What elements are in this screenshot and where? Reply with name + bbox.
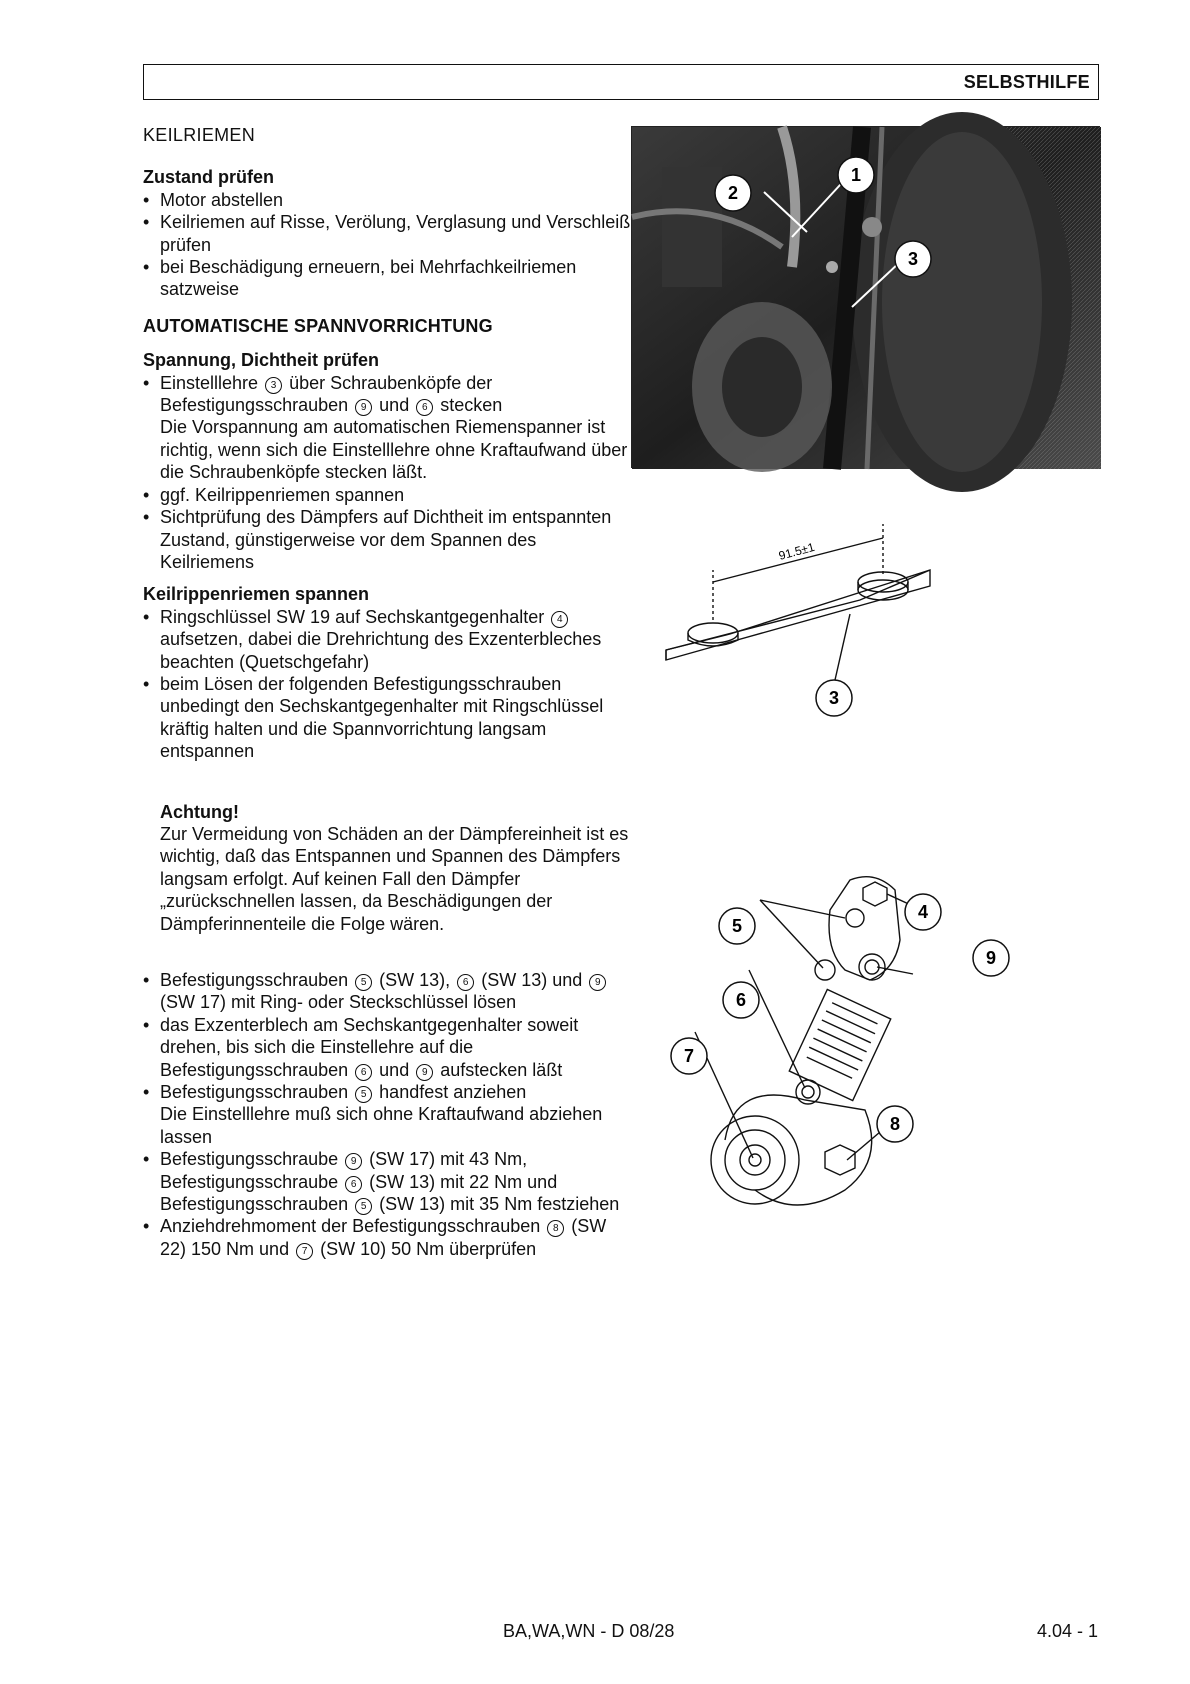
list-item: • Befestigungsschrauben 5 (SW 13), 6 (SW 13) und 9 (SW 17) mit Ring- oder Steckschlüssel lösen — [143, 969, 633, 1014]
keilriemen-heading: KEILRIEMEN — [143, 125, 256, 145]
tensioner-drawing — [683, 870, 1025, 1210]
list-item-continuation: Die Vorspannung am automatischen Riemenspanner ist richtig, wenn sich die Einstelllehre ohne Kraftaufwand über die Schraubenköpfe stecken läßt. — [160, 417, 628, 483]
instructions-column — [143, 124, 633, 1260]
svg-text:2: 2 — [727, 183, 739, 203]
list-item: • ggf. Keilrippenriemen spannen — [143, 484, 633, 506]
ref-number: 8 — [547, 1220, 564, 1237]
engine-belt-photo — [631, 126, 1100, 468]
photo-callout-2 — [715, 175, 751, 211]
list-item: • das Exzenterblech am Sechskantgegenhalter soweit drehen, bis sich die Einstellehre auf die Befestigungsschrauben 6 und 9 aufstecken läßt — [143, 1014, 633, 1081]
list-item: • Einstelllehre 3 über Schraubenköpfe der Befestigungsschrauben 9 und 6 stecken Die Vorspannung am automatischen Riemenspanner ist richtig, wenn sich die Einstelllehre ohne Kraftaufwand über die Schraubenköpfe stecken läßt. — [143, 372, 633, 484]
ref-number: 6 — [457, 974, 474, 991]
ref-number: 6 — [355, 1064, 372, 1081]
ref-number: 5 — [355, 1086, 372, 1103]
steps-list — [143, 969, 633, 1260]
svg-text:8: 8 — [889, 1114, 901, 1134]
svg-text:3: 3 — [828, 688, 840, 708]
warning-title: Achtung! — [160, 801, 239, 822]
ref-number: 9 — [589, 974, 606, 991]
tensioner-callout-4 — [905, 894, 941, 930]
gauge-dimension: 91.5±1 — [777, 539, 817, 563]
list-item: • Befestigungsschrauben 5 handfest anziehen Die Einstelllehre muß sich ohne Kraftaufwand abziehen lassen — [143, 1081, 633, 1148]
svg-text:9: 9 — [985, 948, 997, 968]
ref-number: 5 — [355, 974, 372, 991]
zustand-heading: Zustand prüfen — [143, 167, 274, 188]
ref-number: 9 — [416, 1064, 433, 1081]
page-number: 4.04 - 1 — [1036, 1621, 1098, 1641]
photo-callout-1 — [838, 157, 874, 193]
list-item: • Sichtprüfung des Dämpfers auf Dichtheit im entspannten Zustand, günstigerweise vor dem Spannen des Keilriemens — [143, 506, 633, 573]
tensioner-callout-8 — [877, 1106, 913, 1142]
list-item: • Motor abstellen — [143, 189, 633, 211]
gauge-callout-3 — [816, 680, 852, 716]
list-item: • Anziehdrehmoment der Befestigungsschrauben 8 (SW 22) 150 Nm und 7 (SW 10) 50 Nm überprüfen — [143, 1215, 633, 1260]
list-item: • bei Beschädigung erneuern, bei Mehrfachkeilriemen satzweise — [143, 256, 633, 301]
tensioner-callout-5 — [719, 908, 755, 944]
photo-callout-3 — [895, 241, 931, 277]
spannvorrichtung-heading: AUTOMATISCHE SPANNVORRICHTUNG — [143, 315, 493, 336]
gauge-drawing — [660, 530, 960, 740]
warning-text: Zur Vermeidung von Schäden an der Dämpfereinheit ist es wichtig, daß das Entspannen und Spannen des Dämpfers langsam erfolgt. Auf keinen Fall den Dämpfer „zurückschnellen lassen, da Beschädigungen der Dämpferinnenteile die Folge wären. — [160, 823, 629, 934]
svg-text:3: 3 — [907, 249, 919, 269]
spannen-heading: Keilrippenriemen spannen — [143, 584, 370, 605]
list-item-continuation: Die Einstelllehre muß sich ohne Kraftaufwand abziehen lassen — [160, 1104, 603, 1147]
list-item: • Ringschlüssel SW 19 auf Sechskantgegenhalter 4 aufsetzen, dabei die Drehrichtung des Exzenterbleches beachten (Quetschgefahr) — [143, 606, 633, 673]
list-item: • Keilriemen auf Risse, Verölung, Verglasung und Verschleiß prüfen — [143, 211, 633, 256]
document-code: BA,WA,WN - D 08/28 — [503, 1621, 675, 1641]
svg-text:1: 1 — [850, 165, 862, 185]
zustand-list — [143, 189, 633, 301]
svg-text:6: 6 — [735, 990, 747, 1010]
list-item: • beim Lösen der folgenden Befestigungsschrauben unbedingt den Sechskantgegenhalter mit Ringschlüssel kräftig halten und die Spannvorrichtung langsam entspannen — [143, 673, 633, 763]
ref-number: 9 — [345, 1153, 362, 1170]
tensioner-callout-6 — [723, 982, 759, 1018]
spannen-list — [143, 606, 633, 763]
pruefen-list — [143, 372, 633, 574]
warning-block — [143, 801, 633, 935]
svg-text:4: 4 — [917, 902, 929, 922]
tensioner-callout-9 — [973, 940, 1009, 976]
ref-number: 3 — [265, 377, 282, 394]
ref-number: 6 — [345, 1176, 362, 1193]
ref-number: 5 — [355, 1198, 372, 1215]
svg-text:7: 7 — [683, 1046, 695, 1066]
ref-number: 4 — [551, 611, 568, 628]
ref-number: 7 — [296, 1243, 313, 1260]
ref-number: 6 — [416, 399, 433, 416]
section-header-box — [143, 64, 1099, 100]
pruefen-heading: Spannung, Dichtheit prüfen — [143, 350, 379, 371]
svg-text:5: 5 — [731, 916, 743, 936]
list-item: • Befestigungsschraube 9 (SW 17) mit 43 Nm, Befestigungsschraube 6 (SW 13) mit 22 Nm und Befestigungsschrauben 5 (SW 13) mit 35 Nm festziehen — [143, 1148, 633, 1215]
tensioner-callout-7 — [671, 1038, 707, 1074]
ref-number: 9 — [355, 399, 372, 416]
section-title: SELBSTHILFE — [963, 72, 1090, 92]
